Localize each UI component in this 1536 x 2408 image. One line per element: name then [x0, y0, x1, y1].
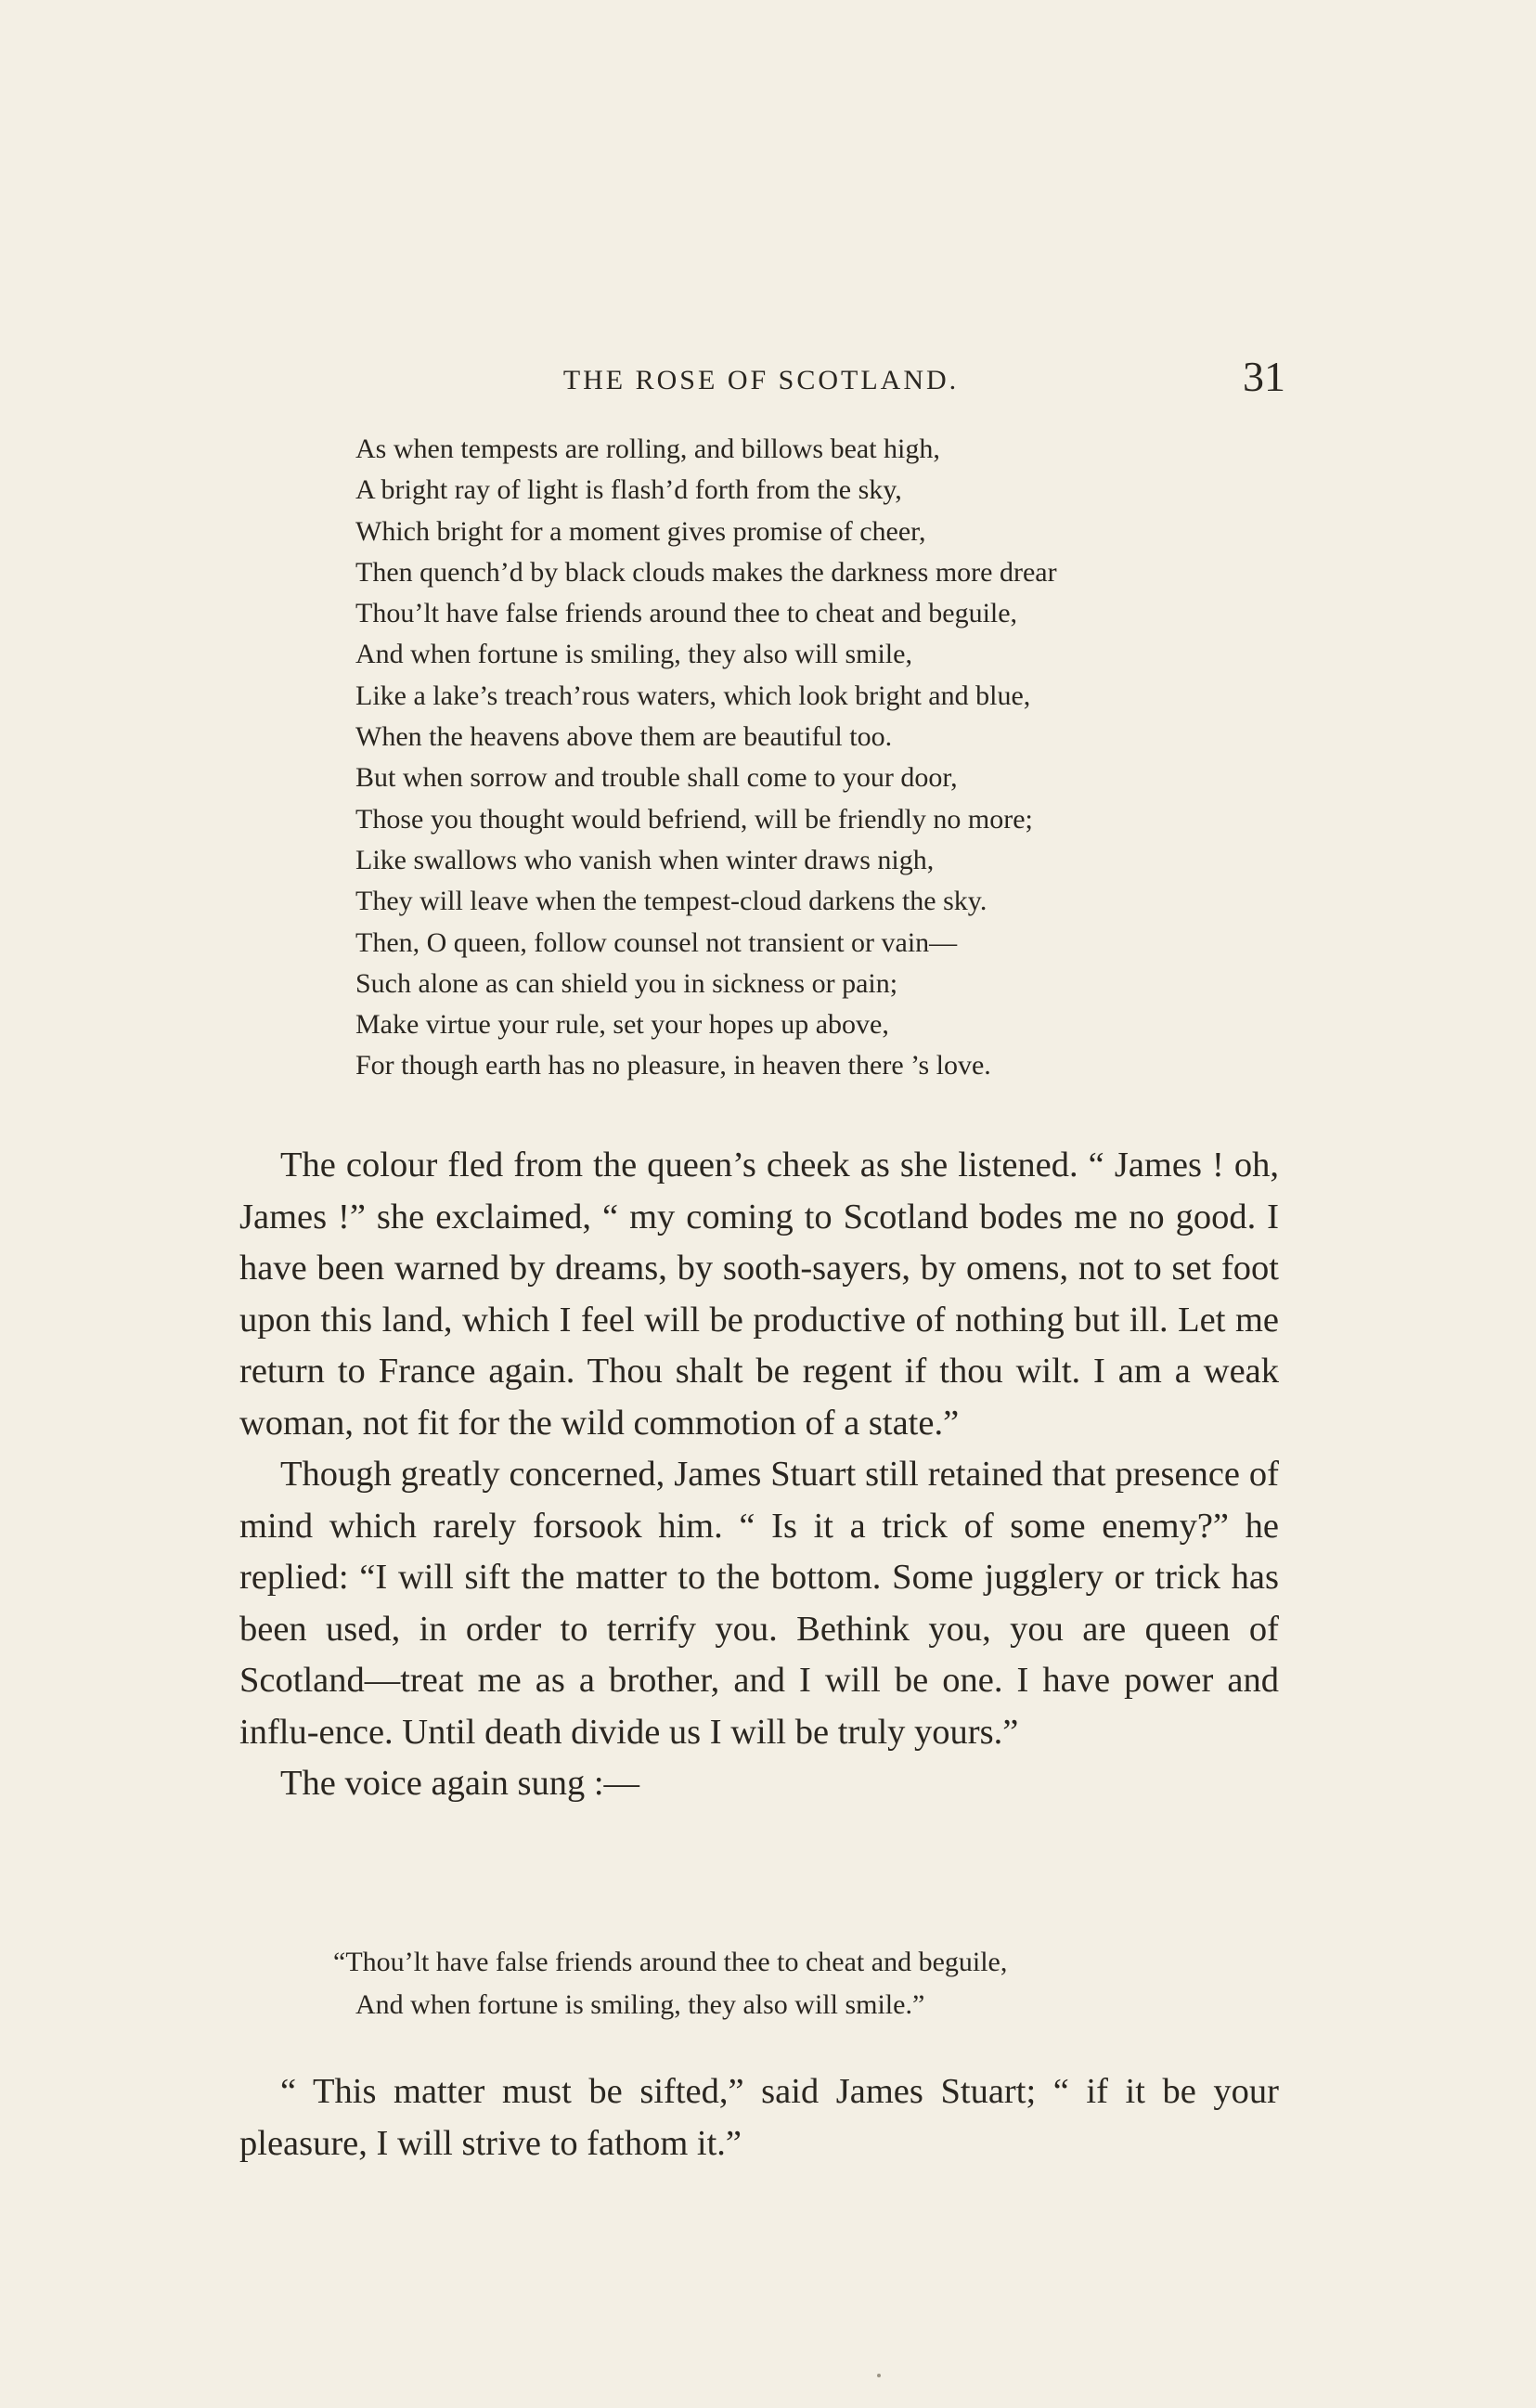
- verse-line: For though earth has no pleasure, in heaven there ’s love.: [355, 1050, 991, 1081]
- poem-stanza: [355, 429, 1057, 1087]
- verse-line: A bright ray of light is flash’d forth from the sky,: [355, 474, 902, 506]
- paragraph: The colour fled from the queen’s cheek as she listened. “ James ! oh, James !” she exclaimed, “ my coming to Scotland bodes me no good. I have been warned by dreams, by sooth-sayers, by omens, not to set foot upon this land, which I feel will be productive of nothing but ill. Let me return to France again. Thou shalt be regent if thou wilt. I am a weak woman, not fit for the wild commotion of a state.”: [239, 1146, 1279, 1443]
- ink-speck: [877, 2374, 881, 2377]
- paragraph: “ This matter must be sifted,” said James Stuart; “ if it be your pleasure, I will strive to fathom it.”: [239, 2072, 1279, 2163]
- verse-line: Thou’lt have false friends around thee to cheat and beguile,: [355, 598, 1018, 629]
- prose-block: [239, 1140, 1279, 1810]
- verse-line: Like swallows who vanish when winter draws nigh,: [355, 844, 935, 875]
- verse-line: And when fortune is smiling, they also will smile.”: [355, 1989, 925, 2020]
- page-header: [237, 353, 1285, 413]
- verse-line: Then, O queen, follow counsel not transient or vain—: [355, 926, 958, 958]
- verse-line: Make virtue your rule, set your hopes up above,: [355, 1009, 889, 1041]
- verse-line: Then quench’d by black clouds makes the darkness more drear: [355, 556, 1057, 588]
- verse-line: But when sorrow and trouble shall come to your door,: [355, 762, 958, 794]
- paragraph: The voice again sung :—: [280, 1764, 640, 1803]
- verse-line: Like a lake’s treach’rous waters, which look bright and blue,: [355, 680, 1031, 711]
- verse-line: They will leave when the tempest-cloud darkens the sky.: [355, 886, 987, 917]
- verse-line: “Thou’lt have false friends around thee to cheat and beguile,: [333, 1947, 1008, 1977]
- running-title: THE ROSE OF SCOTLAND.: [562, 365, 960, 395]
- paragraph: Though greatly concerned, James Stuart still retained that presence of mind which rarely forsook him. “ Is it a trick of some enemy?” he replied: “I will sift the matter to the bottom. Some jugglery or trick has been used, in order to terrify you. Bethink you, you are queen of Scotland—treat me as a brother, and I will be one. I have power and influ-ence. Until death divide us I will be truly yours.”: [239, 1455, 1279, 1752]
- page-number: 31: [1243, 353, 1285, 400]
- verse-line: As when tempests are rolling, and billows beat high,: [355, 434, 940, 464]
- prose-block: [239, 2066, 1279, 2169]
- verse-line: Such alone as can shield you in sickness or pain;: [355, 967, 898, 999]
- verse-line: When the heavens above them are beautiful too.: [355, 721, 893, 753]
- verse-line: And when fortune is smiling, they also will smile,: [355, 639, 912, 670]
- verse-line: Those you thought would befriend, will be friendly no more;: [355, 803, 1033, 835]
- verse-line: Which bright for a moment gives promise of cheer,: [355, 515, 926, 547]
- song-quotation: [333, 1941, 1008, 2026]
